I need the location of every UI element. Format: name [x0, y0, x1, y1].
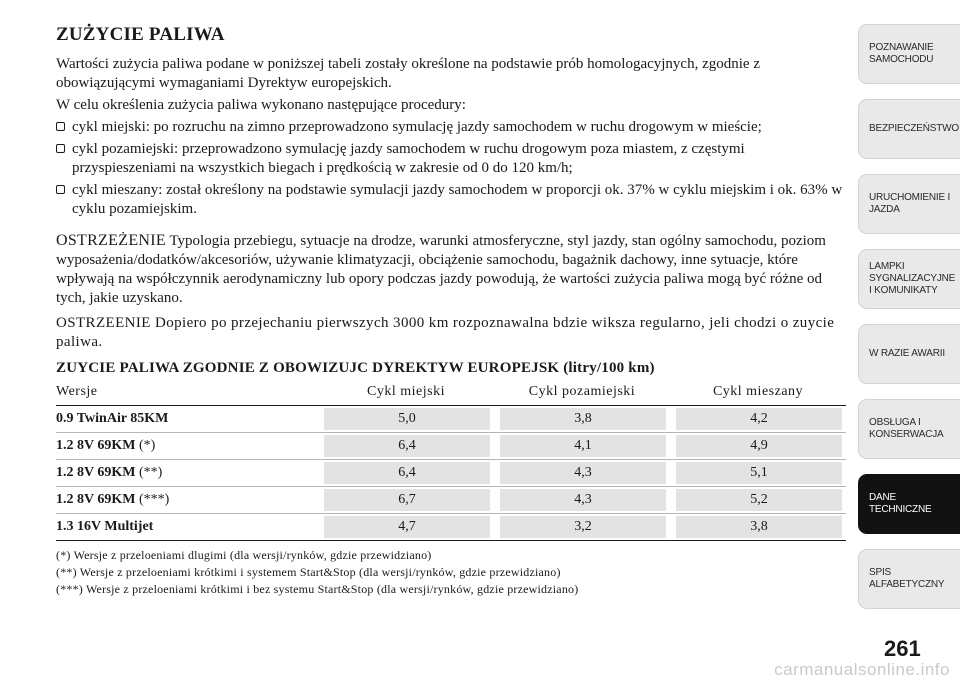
- list-item: cykl miejski: po rozruchu na zimno przeprowadzono symulację jazdy samochodem w ruchu drogowym w mieście;: [56, 118, 846, 137]
- table-row: 1.2 8V 69KM (*) 6,4 4,1 4,9: [56, 433, 846, 460]
- footnote: (***) Wersje z przeloeniami krótkimi i bez systemu Start&Stop (dla wersji/rynków, gdzie przewidziano): [56, 582, 579, 596]
- section-title: ZUŻYCIE PALIWA: [56, 24, 225, 45]
- tab-uruchomienie-i-jazda[interactable]: URUCHOMIENIE I JAZDA: [858, 174, 960, 234]
- footnote: (*) Wersje z przeloeniami dlugimi (dla wersji/rynków, gdzie przewidziano): [56, 548, 432, 562]
- column-header-city: Cykl miejski: [367, 384, 445, 399]
- chapter-tabs: [858, 24, 960, 624]
- footnote: (**) Wersje z przeloeniami krótkimi i systemem Start&Stop (dla wersji/rynków, gdzie przewidziano): [56, 565, 561, 579]
- checkbox-bullet-icon: [56, 122, 65, 131]
- procedures-lead: W celu określenia zużycia paliwa wykonano następujące procedury:: [56, 97, 466, 113]
- warning-paragraph: [56, 231, 846, 308]
- warning-label: OSTRZEŻENIE: [56, 232, 166, 249]
- table-row: 1.2 8V 69KM (***) 6,7 4,3 5,2: [56, 487, 846, 514]
- tab-spis-alfabetyczny[interactable]: SPIS ALFABETYCZNY: [858, 549, 960, 609]
- list-item: cykl pozamiejski: przeprowadzono symulację jazdy samochodem w ruchu drogowym poza miastem, z częstymi przyspieszeniami na wszystkich biegach i prędkością w zakresie od 0 do 120 km/h;: [56, 140, 846, 178]
- procedures-list: [56, 118, 846, 219]
- warning-text: Typologia przebiegu, sytuacje na drodze, warunki atmosferyczne, styl jazdy, stan ogólny samochodu, poziom wyposażenia/dodatków/akcesoriów, używanie klimatyzacji, obciążenie samochodu, bagażnik dachowy, inne sytuacje, które wpływają na współczynnik aerodynamiczny lub opory podczas jazdy powodują, że wartości zużycia paliwa mogą być różne od tych, jakie uzyskano.: [56, 233, 826, 306]
- tab-bezpieczenstwo[interactable]: BEZPIECZEŃSTWO: [858, 99, 960, 159]
- main-content: [56, 24, 846, 598]
- table-header-row: [56, 379, 846, 406]
- note-paragraph: OSTRZEENIE Dopiero po przejechaniu pierwszych 3000 km rozpoznawalna bdzie wiksza regularno, jeli chodzi o zuycie paliwa.: [56, 315, 835, 350]
- list-item: cykl mieszany: został określony na podstawie symulacji jazdy samochodem w proporcji ok. 37% w cyklu miejskim i ok. 63% w cyklu pozamiejskim.: [56, 181, 846, 219]
- fuel-consumption-table: [56, 379, 846, 541]
- tab-obsluga-i-konserwacja[interactable]: OBSŁUGA I KONSERWACJA: [858, 399, 960, 459]
- table-row: 0.9 TwinAir 85KM 5,0 3,8 4,2: [56, 406, 846, 433]
- table-title: ZUYCIE PALIWA ZGODNIE Z OBOWIZUJC DYREKTYW EUROPEJSK (litry/100 km): [56, 360, 655, 376]
- tab-poznawanie-samochodu[interactable]: POZNAWANIE SAMOCHODU: [858, 24, 960, 84]
- watermark: carmanualsonline.info: [774, 660, 950, 679]
- tab-dane-techniczne[interactable]: DANE TECHNICZNE: [858, 474, 960, 534]
- table-row: 1.2 8V 69KM (**) 6,4 4,3 5,1: [56, 460, 846, 487]
- tab-lampki-sygnalizacyjne[interactable]: LAMPKI SYGNALIZACYJNE I KOMUNIKATY: [858, 249, 960, 309]
- checkbox-bullet-icon: [56, 185, 65, 194]
- checkbox-bullet-icon: [56, 144, 65, 153]
- table-footnotes: [56, 547, 846, 598]
- column-header-mixed: Cykl mieszany: [712, 384, 804, 399]
- intro-paragraph: Wartości zużycia paliwa podane w poniższej tabeli zostały określone na podstawie prób homologacyjnych, zgodnie z obowiązującymi wymaganiami Dyrektyw europejskich.: [56, 56, 760, 91]
- tab-w-razie-awarii[interactable]: W RAZIE AWARII: [858, 324, 960, 384]
- table-row: 1.3 16V Multijet 4,7 3,2 3,8: [56, 514, 846, 541]
- page-number: 261: [884, 636, 921, 661]
- column-header-extra-urban: Cykl pozamiejski: [528, 384, 636, 399]
- column-header-version: Wersje: [56, 384, 98, 399]
